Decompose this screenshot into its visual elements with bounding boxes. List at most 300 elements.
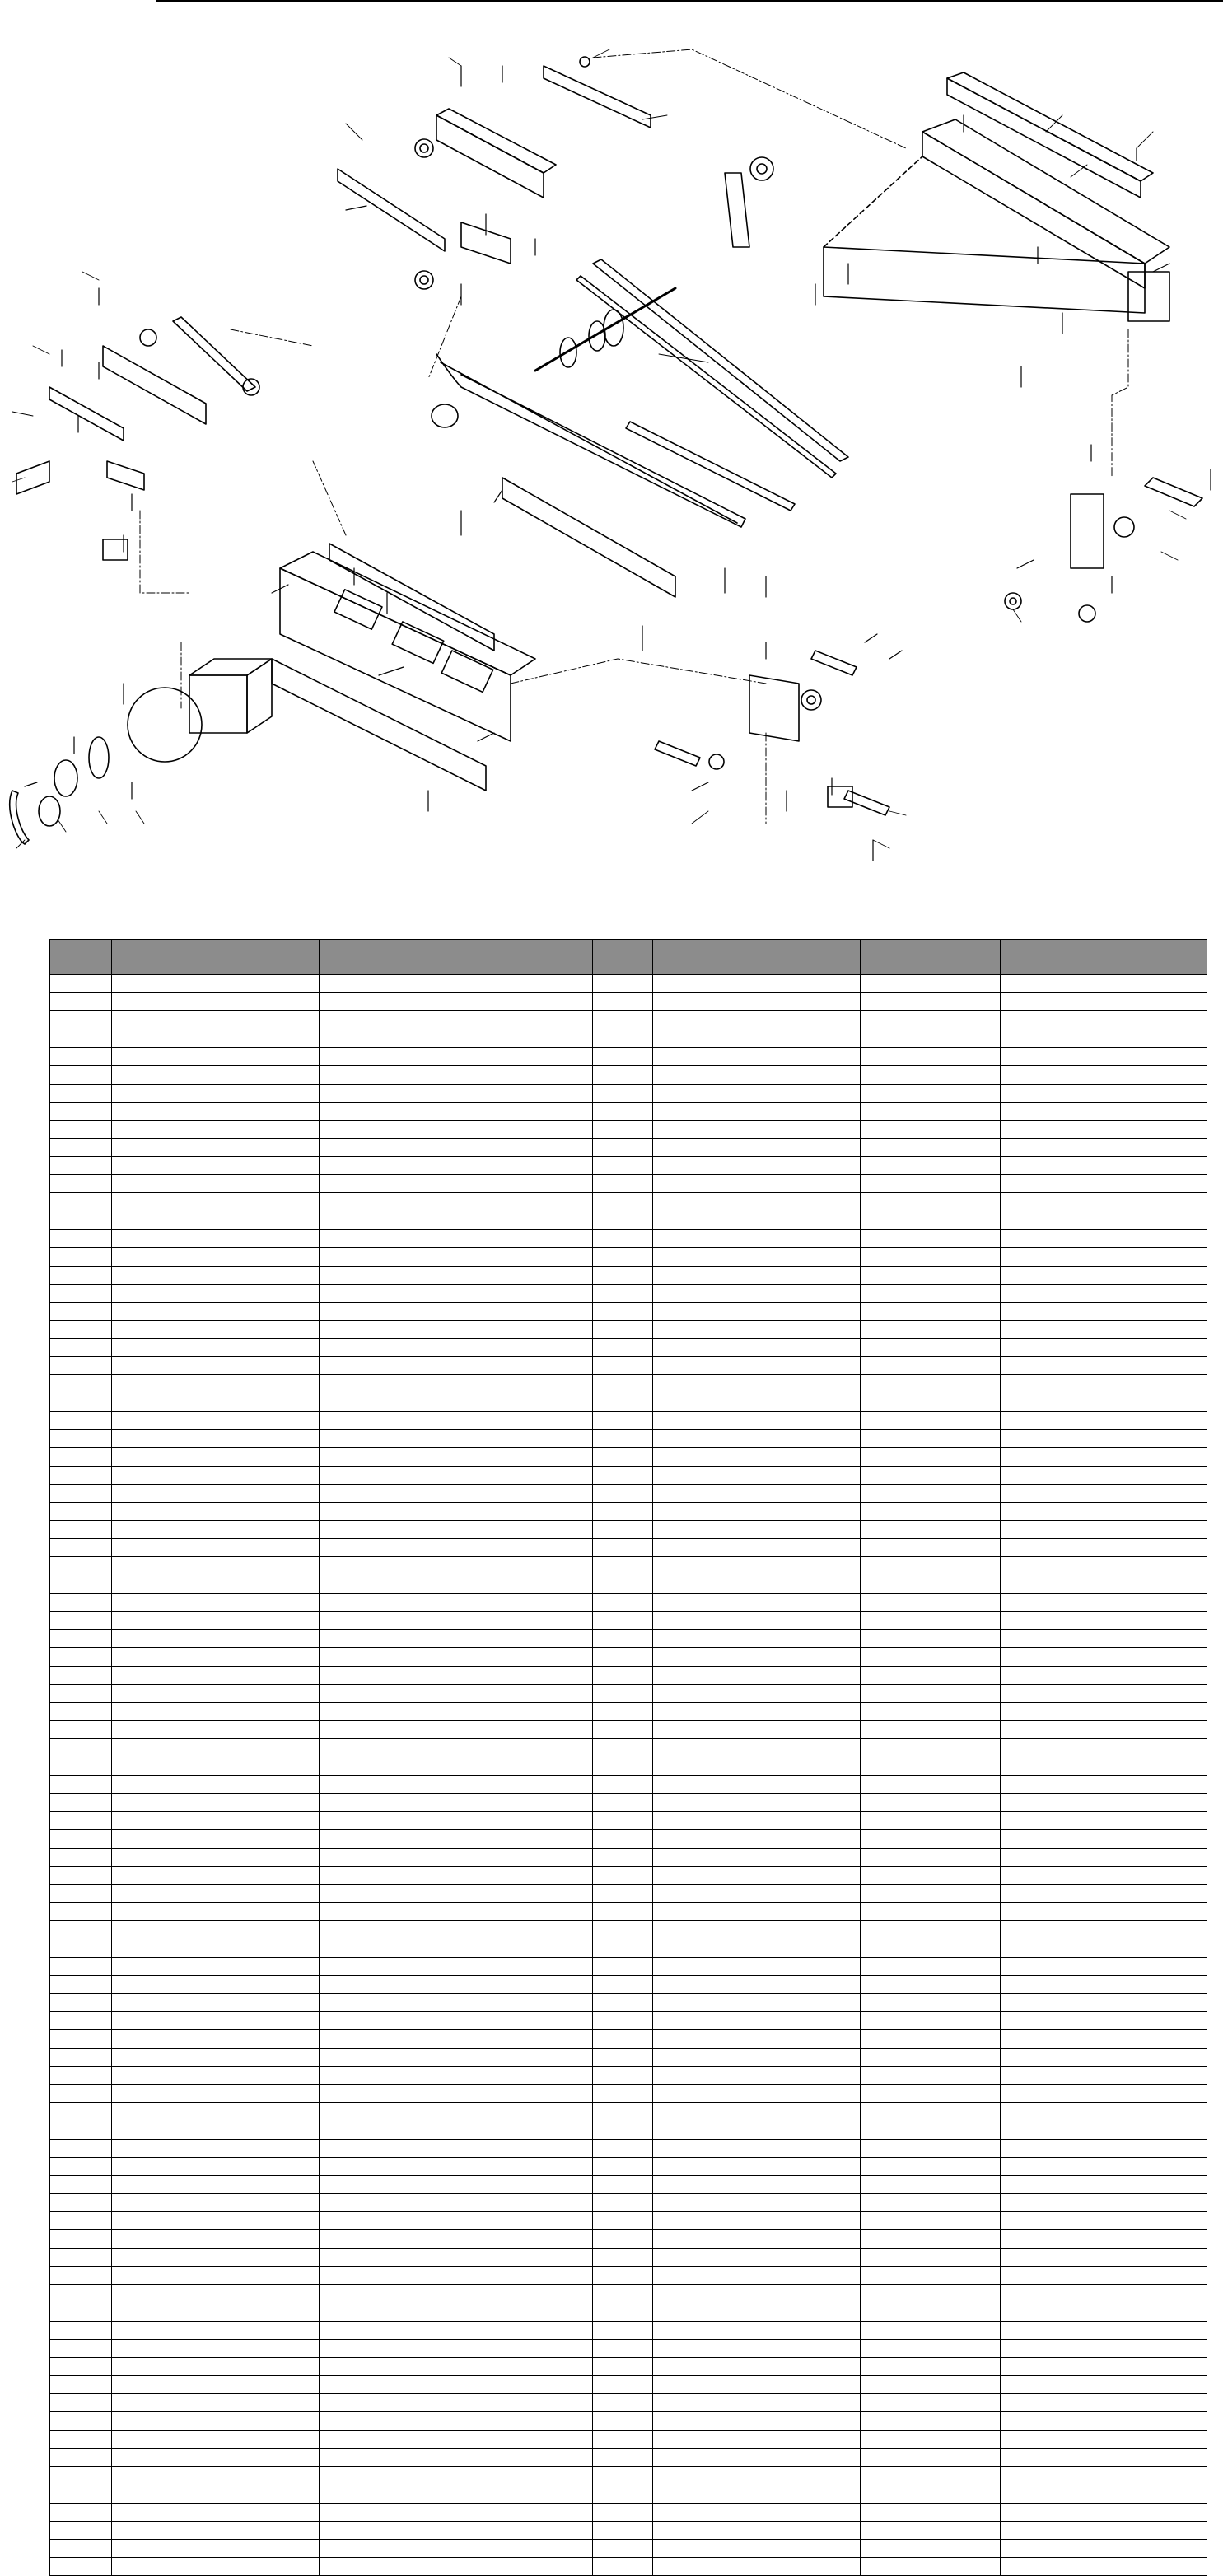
table-cell [653, 1538, 861, 1556]
table-cell [320, 1738, 593, 1757]
table-cell [653, 1738, 861, 1757]
table-cell [861, 1920, 1001, 1939]
table-cell [50, 1848, 112, 1866]
table-cell [1001, 1484, 1207, 1502]
table-cell [1001, 1702, 1207, 1720]
table-cell [593, 2194, 653, 2212]
table-cell [1001, 1393, 1207, 1412]
table-cell [653, 1684, 861, 1702]
table-row [50, 1430, 1207, 1448]
table-cell [1001, 2448, 1207, 2466]
table-cell [861, 1011, 1001, 1029]
table-cell [320, 1448, 593, 1466]
table-cell [593, 1757, 653, 1776]
table-cell [320, 1156, 593, 1174]
table-row [50, 2084, 1207, 2102]
table-cell [112, 1102, 320, 1120]
table-cell [861, 1066, 1001, 1084]
table-cell [593, 2521, 653, 2539]
right-frame-assembly [824, 72, 1169, 321]
table-cell [50, 1102, 112, 1120]
table-cell [1001, 2030, 1207, 2048]
table-cell [593, 2376, 653, 2394]
table-cell [593, 1066, 653, 1084]
table-cell [320, 1776, 593, 1794]
table-cell [1001, 2176, 1207, 2194]
table-cell [1001, 1356, 1207, 1374]
table-row [50, 2030, 1207, 2048]
table-cell [320, 1866, 593, 1884]
table-cell [1001, 2394, 1207, 2412]
table-cell [112, 1011, 320, 1029]
table-cell [653, 2140, 861, 2158]
header-cell [112, 940, 320, 975]
table-cell [1001, 2048, 1207, 2066]
table-row [50, 1175, 1207, 1193]
table-cell [653, 1375, 861, 1393]
table-cell [1001, 1738, 1207, 1757]
table-cell [1001, 1939, 1207, 1957]
table-cell [1001, 2084, 1207, 2102]
table-cell [112, 2466, 320, 2485]
table-cell [1001, 2503, 1207, 2521]
table-cell [861, 2303, 1001, 2321]
table-row [50, 1211, 1207, 1230]
table-row [50, 1393, 1207, 1412]
table-row [50, 2321, 1207, 2339]
table-row [50, 2158, 1207, 2176]
table-row [50, 1248, 1207, 1266]
table-cell [50, 1356, 112, 1374]
table-cell [320, 2176, 593, 2194]
table-cell [50, 2048, 112, 2066]
table-cell [593, 1794, 653, 1812]
table-cell [1001, 2540, 1207, 2558]
table-cell [320, 1612, 593, 1630]
table-cell [1001, 2376, 1207, 2394]
table-cell [1001, 1884, 1207, 1902]
table-cell [50, 2558, 112, 2576]
table-row [50, 2503, 1207, 2521]
table-row [50, 1848, 1207, 1866]
table-cell [593, 2230, 653, 2248]
table-cell [50, 1029, 112, 1048]
table-row [50, 1794, 1207, 1812]
table-cell [653, 2030, 861, 2048]
table-cell [320, 1066, 593, 1084]
table-cell [112, 1175, 320, 1193]
table-cell [653, 1138, 861, 1156]
table-cell [112, 1138, 320, 1156]
table-cell [112, 1520, 320, 1538]
table-cell [861, 2140, 1001, 2158]
table-cell [112, 1902, 320, 1920]
table-cell [653, 1211, 861, 1230]
table-cell [320, 1193, 593, 1211]
table-cell [320, 2558, 593, 2576]
table-cell [320, 1648, 593, 1666]
table-cell [50, 2376, 112, 2394]
table-cell [861, 1684, 1001, 1702]
table-cell [50, 1812, 112, 1830]
table-cell [320, 1812, 593, 1830]
table-cell [1001, 1466, 1207, 1484]
table-cell [50, 1230, 112, 1248]
table-cell [112, 2412, 320, 2430]
table-cell [593, 2358, 653, 2376]
table-cell [861, 1757, 1001, 1776]
table-cell [593, 1430, 653, 1448]
table-row [50, 2194, 1207, 2212]
table-row [50, 1320, 1207, 1338]
table-cell [112, 1302, 320, 1320]
table-cell [50, 1156, 112, 1174]
table-cell [112, 1048, 320, 1066]
table-cell [112, 2140, 320, 2158]
table-cell [320, 1794, 593, 1812]
table-cell [1001, 975, 1207, 993]
table-cell [653, 1502, 861, 1520]
table-cell [320, 1466, 593, 1484]
table-cell [1001, 2121, 1207, 2139]
table-cell [320, 2030, 593, 2048]
table-cell [50, 2540, 112, 2558]
table-cell [653, 2212, 861, 2230]
table-cell [1001, 1338, 1207, 1356]
table-cell [50, 1939, 112, 1957]
table-cell [653, 2412, 861, 2430]
table-cell [50, 1702, 112, 1720]
table-cell [112, 1848, 320, 1866]
table-cell [653, 1393, 861, 1412]
table-cell [112, 975, 320, 993]
table-cell [653, 2084, 861, 2102]
table-cell [112, 1066, 320, 1084]
table-cell [653, 2321, 861, 2339]
table-cell [320, 1958, 593, 1976]
table-cell [50, 1630, 112, 1648]
table-cell [593, 2102, 653, 2121]
table-cell [50, 2012, 112, 2030]
table-cell [320, 1557, 593, 1575]
table-cell [861, 1175, 1001, 1193]
table-cell [1001, 1066, 1207, 1084]
table-cell [1001, 1866, 1207, 1884]
table-row [50, 1375, 1207, 1393]
table-cell [653, 1412, 861, 1430]
table-cell [593, 1920, 653, 1939]
table-cell [1001, 2158, 1207, 2176]
table-cell [320, 1757, 593, 1776]
table-cell [653, 993, 861, 1011]
table-cell [1001, 1266, 1207, 1284]
table-cell [320, 1412, 593, 1430]
table-cell [1001, 2212, 1207, 2230]
table-cell [1001, 2102, 1207, 2121]
table-cell [112, 1630, 320, 1648]
table-cell [50, 2230, 112, 2248]
parts-table-body [50, 975, 1207, 2576]
table-cell [50, 1557, 112, 1575]
table-cell [1001, 1048, 1207, 1066]
table-cell [653, 1884, 861, 1902]
table-row [50, 1594, 1207, 1612]
table-cell [653, 1338, 861, 1356]
table-cell [593, 1412, 653, 1430]
table-cell [320, 2394, 593, 2412]
table-cell [593, 2394, 653, 2412]
table-cell [861, 1702, 1001, 1720]
table-cell [653, 2102, 861, 2121]
table-cell [320, 2248, 593, 2266]
table-cell [112, 1284, 320, 1302]
table-cell [861, 2412, 1001, 2430]
table-cell [861, 975, 1001, 993]
table-cell [320, 2466, 593, 2485]
table-cell [593, 1848, 653, 1866]
table-row [50, 1448, 1207, 1466]
table-cell [593, 1284, 653, 1302]
table-cell [593, 2176, 653, 2194]
table-cell [320, 2412, 593, 2430]
table-cell [653, 1029, 861, 1048]
table-cell [593, 1776, 653, 1794]
table-cell [50, 2430, 112, 2448]
table-cell [593, 1702, 653, 1720]
table-cell [50, 2066, 112, 2084]
table-cell [112, 2084, 320, 2102]
table-cell [50, 1920, 112, 1939]
table-cell [861, 2284, 1001, 2303]
table-cell [861, 1138, 1001, 1156]
table-cell [653, 1702, 861, 1720]
table-cell [320, 1994, 593, 2012]
table-cell [653, 1102, 861, 1120]
table-row [50, 2048, 1207, 2066]
table-cell [861, 1830, 1001, 1848]
table-row [50, 1702, 1207, 1720]
table-cell [593, 1520, 653, 1538]
table-cell [1001, 1375, 1207, 1393]
table-cell [1001, 2266, 1207, 2284]
table-cell [861, 1939, 1001, 1957]
table-cell [593, 1902, 653, 1920]
table-cell [653, 1230, 861, 1248]
table-cell [320, 1011, 593, 1029]
center-frame-assembly [272, 478, 675, 791]
table-cell [112, 2230, 320, 2248]
table-cell [861, 1866, 1001, 1884]
table-cell [653, 1448, 861, 1466]
table-cell [593, 1812, 653, 1830]
table-cell [1001, 993, 1207, 1011]
table-cell [1001, 1448, 1207, 1466]
table-cell [593, 1230, 653, 1248]
table-cell [593, 1338, 653, 1356]
table-cell [320, 1356, 593, 1374]
table-cell [320, 1720, 593, 1738]
table-cell [653, 1156, 861, 1174]
table-row [50, 2284, 1207, 2303]
table-row [50, 1866, 1207, 1884]
table-cell [861, 1048, 1001, 1066]
table-cell [653, 2540, 861, 2558]
table-cell [50, 1266, 112, 1284]
table-cell [1001, 1502, 1207, 1520]
table-cell [861, 1284, 1001, 1302]
table-cell [593, 1684, 653, 1702]
table-cell [593, 2284, 653, 2303]
table-cell [861, 2466, 1001, 2485]
table-cell [50, 1338, 112, 1356]
table-cell [1001, 2521, 1207, 2539]
table-cell [1001, 1084, 1207, 1102]
table-row [50, 1193, 1207, 1211]
table-cell [593, 1011, 653, 1029]
table-cell [112, 1830, 320, 1848]
table-cell [112, 1538, 320, 1556]
fasteners [25, 66, 1211, 861]
table-cell [320, 2066, 593, 2084]
table-cell [50, 1138, 112, 1156]
table-cell [1001, 2558, 1207, 2576]
table-cell [593, 2503, 653, 2521]
table-cell [320, 2048, 593, 2066]
table-cell [320, 1594, 593, 1612]
table-cell [1001, 1776, 1207, 1794]
table-cell [50, 1866, 112, 1884]
table-cell [653, 1066, 861, 1084]
drive-shaft [432, 288, 675, 427]
table-row [50, 1356, 1207, 1374]
table-cell [320, 1338, 593, 1356]
table-cell [1001, 1612, 1207, 1630]
table-cell [320, 1848, 593, 1866]
table-cell [653, 1248, 861, 1266]
table-cell [112, 1702, 320, 1720]
table-cell [1001, 2358, 1207, 2376]
table-cell [861, 1302, 1001, 1320]
table-cell [112, 2358, 320, 2376]
table-cell [593, 1557, 653, 1575]
header-cell [1001, 940, 1207, 975]
table-cell [320, 2230, 593, 2248]
table-cell [593, 2140, 653, 2158]
table-cell [50, 1211, 112, 1230]
table-cell [50, 1430, 112, 1448]
table-cell [320, 1430, 593, 1448]
table-cell [593, 1884, 653, 1902]
table-cell [50, 1193, 112, 1211]
table-cell [1001, 1958, 1207, 1976]
table-cell [112, 1594, 320, 1612]
table-cell [50, 2466, 112, 2485]
table-cell [1001, 1684, 1207, 1702]
table-cell [653, 1557, 861, 1575]
table-cell [861, 1193, 1001, 1211]
table-cell [320, 1575, 593, 1594]
table-cell [320, 1120, 593, 1138]
table-row [50, 1302, 1207, 1320]
table-cell [50, 2212, 112, 2230]
table-cell [320, 2430, 593, 2448]
table-cell [593, 2321, 653, 2339]
table-cell [593, 2303, 653, 2321]
table-cell [112, 2266, 320, 2284]
table-cell [112, 1939, 320, 1957]
table-cell [320, 2303, 593, 2321]
table-cell [861, 1557, 1001, 1575]
table-cell [50, 1120, 112, 1138]
table-cell [1001, 2012, 1207, 2030]
table-cell [112, 1412, 320, 1430]
table-cell [653, 1830, 861, 1848]
table-row [50, 1538, 1207, 1556]
table-cell [593, 1958, 653, 1976]
table-row [50, 1958, 1207, 1976]
table-cell [653, 1575, 861, 1594]
table-cell [593, 1939, 653, 1957]
table-cell [112, 1375, 320, 1393]
table-cell [50, 2084, 112, 2102]
parts-list-table [49, 939, 1207, 2576]
table-cell [112, 1720, 320, 1738]
table-cell [593, 1612, 653, 1630]
table-cell [653, 2266, 861, 2284]
table-cell [50, 993, 112, 1011]
table-cell [112, 2485, 320, 2503]
table-cell [50, 2303, 112, 2321]
table-cell [50, 2358, 112, 2376]
table-row [50, 1902, 1207, 1920]
table-cell [593, 2266, 653, 2284]
table-cell [653, 2394, 861, 2412]
table-cell [653, 2066, 861, 2084]
table-cell [861, 1612, 1001, 1630]
table-cell [320, 1084, 593, 1102]
table-cell [593, 1084, 653, 1102]
table-cell [653, 2340, 861, 2358]
table-cell [861, 2102, 1001, 2121]
table-cell [50, 1738, 112, 1757]
table-cell [861, 1994, 1001, 2012]
table-cell [112, 1393, 320, 1412]
table-cell [593, 1484, 653, 1502]
table-cell [861, 1248, 1001, 1266]
table-row [50, 1994, 1207, 2012]
table-cell [112, 1193, 320, 1211]
table-cell [320, 2140, 593, 2158]
table-row [50, 1412, 1207, 1430]
table-cell [112, 1466, 320, 1484]
table-cell [593, 993, 653, 1011]
table-row [50, 2266, 1207, 2284]
table-row [50, 2012, 1207, 2030]
table-cell [1001, 1902, 1207, 1920]
top-center-rail-assembly [338, 57, 651, 289]
exploded-parts-diagram [0, 0, 1223, 922]
table-cell [320, 1102, 593, 1120]
table-cell [653, 2558, 861, 2576]
table-cell [1001, 1284, 1207, 1302]
table-cell [653, 1848, 861, 1866]
table-cell [861, 2485, 1001, 2503]
table-cell [112, 1248, 320, 1266]
table-row [50, 1776, 1207, 1794]
table-cell [1001, 1575, 1207, 1594]
table-cell [653, 1812, 861, 1830]
table-cell [50, 1320, 112, 1338]
